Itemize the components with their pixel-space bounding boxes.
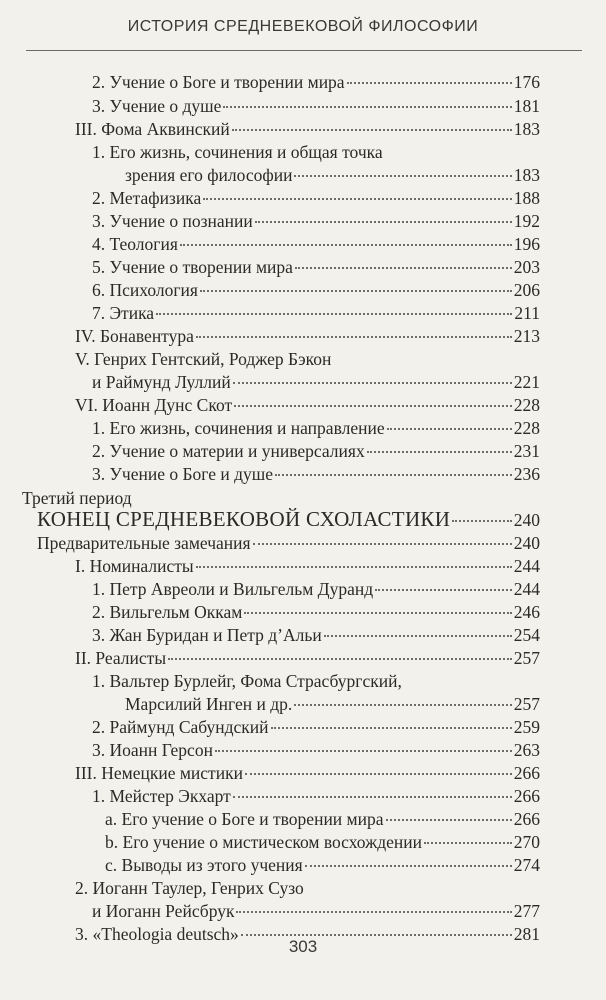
toc-entry-page: 263 [513,740,540,760]
toc-entry[interactable] [92,234,540,254]
toc-entry-title: 2. Учение о Боге и творении мира [92,72,345,92]
page-number: 303 [288,937,318,956]
leader-dots [215,750,512,752]
leader-dots [234,405,512,407]
toc-entry-title-line1: 1. Вальтер Бурлейг, Фома Страсбургский, [92,671,402,691]
toc-entry-page: 257 [513,648,540,668]
period-label: Третий период [22,488,132,508]
toc-entry-title: 6. Психология [92,280,198,300]
toc-entry-title: III. Фома Аквинский [75,119,230,139]
toc-entry-title: Марсилий Инген и др. [125,694,293,714]
leader-dots [294,175,511,177]
toc-entry-page: 266 [513,763,540,783]
leader-dots [424,842,512,844]
toc-entry-title: 1. Его жизнь, сочинения и направление [92,418,385,438]
toc-entry[interactable] [75,119,540,139]
leader-dots [236,911,511,913]
toc-entry[interactable] [105,809,540,829]
toc-entry-page: 228 [513,418,540,438]
toc-entry-title: 7. Этика [92,303,155,323]
leader-dots [386,819,512,821]
toc-entry-title: 5. Учение о творении мира [92,257,293,277]
toc-entry-page: 266 [513,786,540,806]
toc-entry[interactable] [75,763,540,783]
toc-entry[interactable] [125,165,540,185]
toc-entry-title-line1: 1. Его жизнь, сочинения и общая точка [92,142,383,162]
leader-dots [452,520,512,522]
toc-entry-page: 240 [513,533,540,553]
toc-entry-title: IV. Бонавентура [75,326,194,346]
toc-entry-title: 3. Жан Буридан и Петр д’Альи [92,625,322,645]
leader-dots [233,382,512,384]
toc-entry-title: Предварительные замечания [37,533,251,553]
toc-entry-page: 211 [514,303,540,323]
toc-entry-page: 183 [513,119,540,139]
toc-entry-title-line1: 2. Иоганн Таулер, Генрих Сузо [75,878,304,898]
toc-entry[interactable] [92,786,540,806]
toc-entry[interactable] [75,395,540,415]
leader-dots [180,244,512,246]
toc-entry-page: 244 [513,579,540,599]
leader-dots [294,704,511,706]
toc-entry-title: 2. Метафизика [92,188,202,208]
toc-entry[interactable] [75,556,540,576]
toc-entry-page: 181 [513,96,540,116]
leader-dots [241,934,512,936]
toc-entry-page: 203 [513,257,540,277]
toc-entry-title: и Раймунд Луллий [92,372,231,392]
toc-entry-page: 231 [513,441,540,461]
toc-entry-page: 228 [513,395,540,415]
toc-entry-page: 196 [513,234,540,254]
toc-entry-page: 277 [513,901,540,921]
toc-entry-page: 274 [513,855,540,875]
toc-entry-page: 244 [513,556,540,576]
toc-entry[interactable] [105,855,540,875]
toc-entry-title: 1. Мейстер Экхарт [92,786,231,806]
toc-entry-title: 3. «Theologia deutsch» [75,924,239,944]
leader-dots [232,129,512,131]
toc-entry-page: 270 [513,832,540,852]
toc-entry-title: 2. Учение о материи и универсалиях [92,441,365,461]
leader-dots [255,221,512,223]
leader-dots [200,290,512,292]
leader-dots [196,566,512,568]
toc-entry-page: 281 [513,924,540,944]
toc-entry-title: II. Реалисты [75,648,167,668]
leader-dots [168,658,512,660]
toc-entry-title: 4. Теология [92,234,178,254]
toc-entry-page: 183 [513,165,540,185]
leader-dots [305,865,512,867]
leader-dots [223,106,511,108]
toc-entry-page: 206 [513,280,540,300]
toc-entry[interactable] [37,509,540,530]
toc-entry-title: 3. Учение о душе [92,96,222,116]
toc-entry[interactable] [92,72,540,92]
header-divider [26,50,582,51]
toc-entry[interactable] [92,418,540,438]
leader-dots [387,428,512,430]
leader-dots [367,451,512,453]
toc-entry-title: a. Его учение о Боге и творении мира [105,809,384,829]
leader-dots [375,589,512,591]
toc-entry[interactable] [92,740,540,760]
leader-dots [203,198,512,200]
toc-entry-page: 257 [513,694,540,714]
leader-dots [271,727,512,729]
toc-entry[interactable] [105,832,540,852]
leader-dots [275,474,512,476]
toc-entry-title: 3. Иоанн Герсон [92,740,213,760]
leader-dots [244,612,511,614]
toc-entry[interactable] [92,257,540,277]
toc-entry-title: 3. Учение о Боге и душе [92,464,273,484]
toc-entry-title: VI. Иоанн Дунс Скот [75,395,233,415]
toc-entry-page: 266 [513,809,540,829]
toc-entry[interactable] [92,464,540,484]
toc-entry-page: 259 [513,717,540,737]
toc-entry[interactable] [92,717,540,737]
toc-entry-title: III. Немецкие мистики [75,763,243,783]
toc-entry-page: 236 [513,464,540,484]
toc-entry[interactable] [125,694,540,714]
toc-entry[interactable] [92,602,540,622]
leader-dots [233,796,512,798]
toc-entry[interactable] [92,188,540,208]
toc-entry-page: 246 [513,602,540,622]
toc-entry[interactable] [92,211,540,231]
leader-dots [253,543,512,545]
toc-entry-title: 1. Петр Авреоли и Вильгельм Дуранд [92,579,374,599]
toc-entry[interactable] [92,280,540,300]
toc-entry[interactable] [92,625,540,645]
toc-entry-title: c. Выводы из этого учения [105,855,303,875]
leader-dots [324,635,512,637]
toc-entry[interactable] [92,303,540,323]
leader-dots [347,82,512,84]
toc-entry[interactable] [75,326,540,346]
toc-entry[interactable] [92,372,540,392]
toc-entry-page: 192 [513,211,540,231]
toc-entry-title-line1: V. Генрих Гентский, Роджер Бэкон [75,349,332,369]
toc-entry[interactable] [92,96,540,116]
toc-entry-title: 2. Вильгельм Оккам [92,602,243,622]
leader-dots [295,267,512,269]
toc-entry[interactable] [92,901,540,921]
toc-entry-title: КОНЕЦ СРЕДНЕВЕКОВОЙ СХОЛАСТИКИ [37,507,451,531]
toc-entry-page: 240 [513,510,540,530]
toc-entry-title: и Иоганн Рейсбрук [92,901,235,921]
toc-entry-title: b. Его учение о мистическом восхождении [105,832,422,852]
running-header: ИСТОРИЯ СРЕДНЕВЕКОВОЙ ФИЛОСОФИИ [127,18,479,35]
toc-entry-page: 188 [513,188,540,208]
toc-entry[interactable] [92,579,540,599]
toc-entry-page: 221 [513,372,540,392]
toc-entry-title: зрения его философии [125,165,293,185]
toc-entry-title: 3. Учение о познании [92,211,253,231]
leader-dots [245,773,512,775]
toc-entry-page: 176 [513,72,540,92]
toc-entry-title: 2. Раймунд Сабундский [92,717,269,737]
toc-entry-page: 254 [513,625,540,645]
leader-dots [196,336,512,338]
leader-dots [156,313,512,315]
toc-entry[interactable] [75,648,540,668]
toc-entry[interactable] [37,533,540,553]
toc-entry-title: I. Номиналисты [75,556,194,576]
toc-entry-page: 213 [513,326,540,346]
toc-entry[interactable] [92,441,540,461]
